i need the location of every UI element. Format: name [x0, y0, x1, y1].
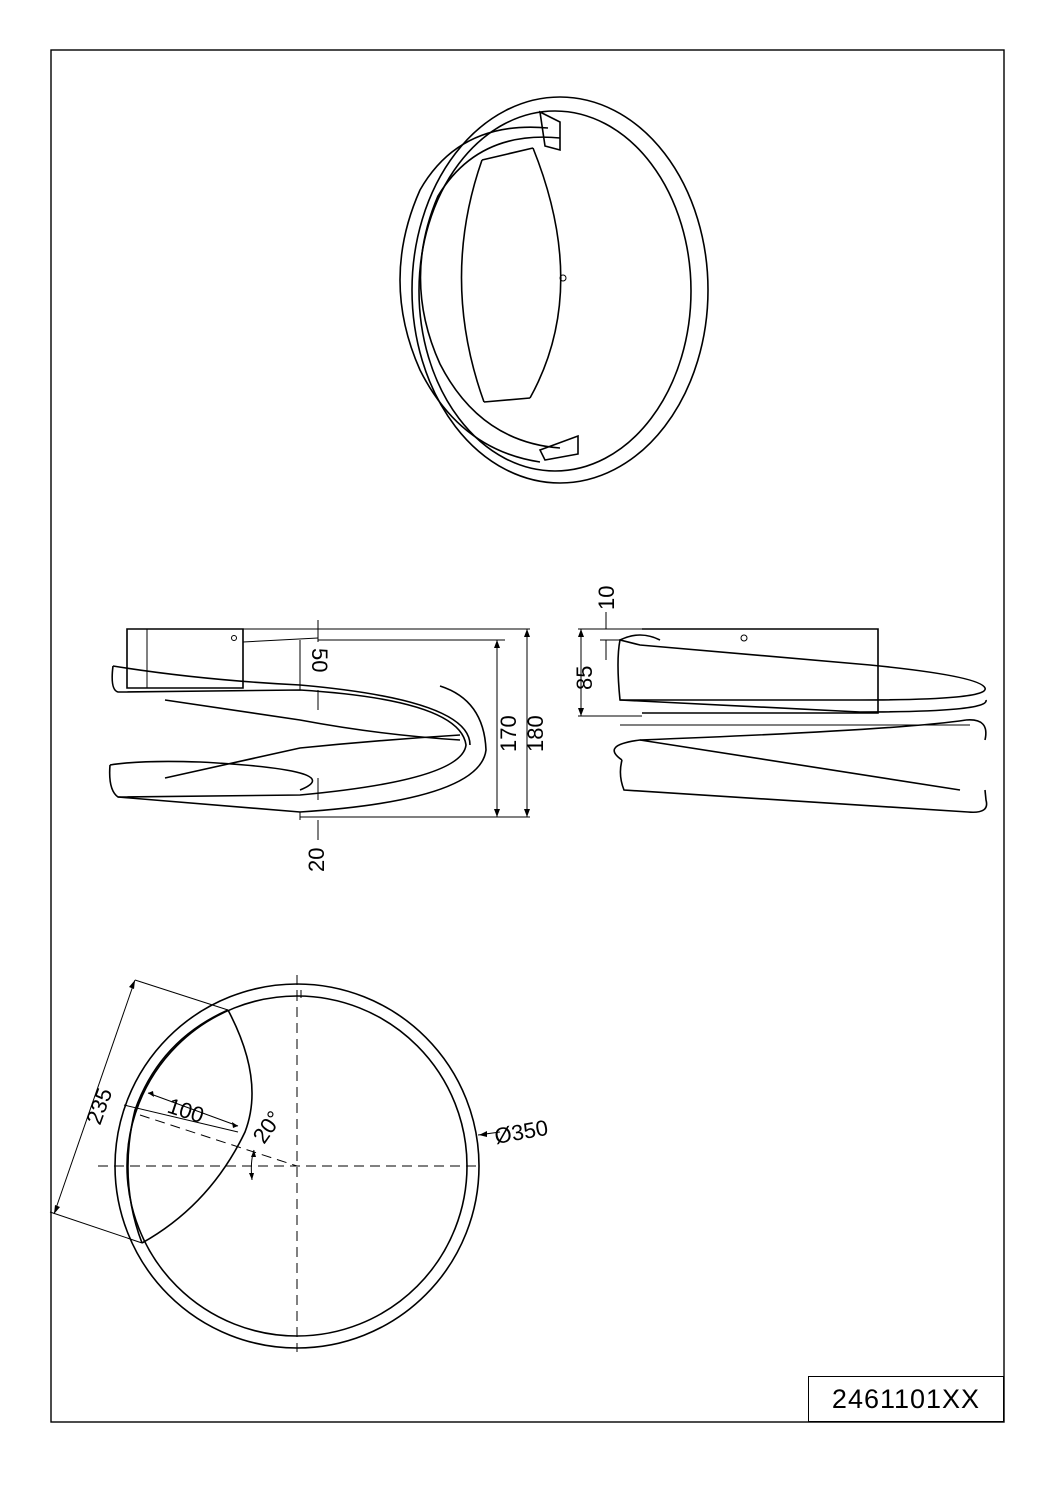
dim-band-height: 85: [572, 665, 597, 690]
article-number: 2461101XX: [831, 1383, 981, 1414]
dim-top-offset: 10: [594, 585, 619, 610]
dim-angle: 20°: [247, 1106, 288, 1148]
top-view: [50, 975, 550, 1352]
dim-depth: 100: [164, 1092, 208, 1129]
article-number-box: [808, 1376, 1004, 1422]
dim-bottom-gap: 20: [304, 847, 329, 872]
side-view-right: [572, 586, 987, 813]
dim-top-gap: 50: [307, 648, 332, 673]
side-view-left: [110, 620, 548, 872]
dim-inner-height: 170: [496, 715, 521, 752]
perspective-view: [400, 97, 708, 483]
dim-total-height: 180: [523, 715, 548, 752]
dim-chord: 235: [81, 1084, 118, 1128]
dim-diameter: Ø350: [492, 1114, 550, 1149]
